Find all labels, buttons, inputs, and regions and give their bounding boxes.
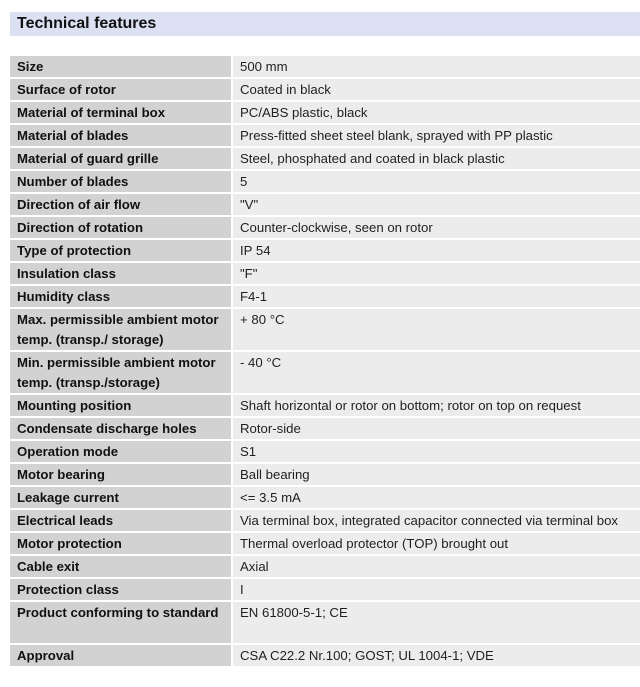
row-label: Material of terminal box xyxy=(10,102,233,123)
table-row xyxy=(10,79,640,100)
row-value: Ball bearing xyxy=(233,464,640,485)
row-label: Motor protection xyxy=(10,533,233,554)
row-value: "F" xyxy=(233,263,640,284)
table-row xyxy=(10,441,640,462)
row-label: Leakage current xyxy=(10,487,233,508)
row-label: Mounting position xyxy=(10,395,233,416)
row-label: Operation mode xyxy=(10,441,233,462)
table-row xyxy=(10,602,640,643)
row-value: EN 61800-5-1; CE xyxy=(233,602,640,643)
table-row xyxy=(10,194,640,215)
section-header xyxy=(10,12,640,36)
table-row xyxy=(10,645,640,666)
row-label: Electrical leads xyxy=(10,510,233,531)
row-value: Rotor-side xyxy=(233,418,640,439)
row-label: Cable exit xyxy=(10,556,233,577)
row-value: PC/ABS plastic, black xyxy=(233,102,640,123)
row-value: Press-fitted sheet steel blank, sprayed with PP plastic xyxy=(233,125,640,146)
row-label: Max. permissible ambient motor temp. (transp./ storage) xyxy=(10,309,233,350)
table-row xyxy=(10,418,640,439)
table-row xyxy=(10,579,640,600)
section-title: Technical features xyxy=(17,15,157,32)
row-label: Protection class xyxy=(10,579,233,600)
table-row xyxy=(10,171,640,192)
table-row xyxy=(10,56,640,77)
row-value: Thermal overload protector (TOP) brought out xyxy=(233,533,640,554)
row-label: Size xyxy=(10,56,233,77)
row-label: Product conforming to standard xyxy=(10,602,233,643)
row-value: + 80 °C xyxy=(233,309,640,350)
table-row xyxy=(10,240,640,261)
row-label: Direction of air flow xyxy=(10,194,233,215)
row-value: 500 mm xyxy=(233,56,640,77)
row-label: Min. permissible ambient motor temp. (transp./storage) xyxy=(10,352,233,393)
row-value: F4-1 xyxy=(233,286,640,307)
row-value: 5 xyxy=(233,171,640,192)
row-label: Humidity class xyxy=(10,286,233,307)
row-label: Type of protection xyxy=(10,240,233,261)
table-row xyxy=(10,148,640,169)
row-value: IP 54 xyxy=(233,240,640,261)
row-value: Coated in black xyxy=(233,79,640,100)
row-value: <= 3.5 mA xyxy=(233,487,640,508)
row-value: CSA C22.2 Nr.100; GOST; UL 1004-1; VDE xyxy=(233,645,640,666)
table-row xyxy=(10,102,640,123)
table-row xyxy=(10,395,640,416)
row-label: Material of blades xyxy=(10,125,233,146)
row-label: Material of guard grille xyxy=(10,148,233,169)
row-label: Motor bearing xyxy=(10,464,233,485)
table-row xyxy=(10,286,640,307)
table-row xyxy=(10,309,640,350)
row-label: Number of blades xyxy=(10,171,233,192)
row-value: Steel, phosphated and coated in black plastic xyxy=(233,148,640,169)
table-row xyxy=(10,510,640,531)
row-value: Shaft horizontal or rotor on bottom; rotor on top on request xyxy=(233,395,640,416)
row-label: Insulation class xyxy=(10,263,233,284)
row-label: Direction of rotation xyxy=(10,217,233,238)
row-value: - 40 °C xyxy=(233,352,640,393)
table-row xyxy=(10,533,640,554)
row-label: Surface of rotor xyxy=(10,79,233,100)
table-row xyxy=(10,487,640,508)
row-value: I xyxy=(233,579,640,600)
table-row xyxy=(10,217,640,238)
table-row xyxy=(10,125,640,146)
row-value: Via terminal box, integrated capacitor connected via terminal box xyxy=(233,510,640,531)
table-row xyxy=(10,352,640,393)
technical-features-table xyxy=(10,54,640,668)
row-value: Counter-clockwise, seen on rotor xyxy=(233,217,640,238)
row-label: Approval xyxy=(10,645,233,666)
row-label: Condensate discharge holes xyxy=(10,418,233,439)
table-row xyxy=(10,263,640,284)
table-row xyxy=(10,464,640,485)
row-value: Axial xyxy=(233,556,640,577)
row-value: S1 xyxy=(233,441,640,462)
row-value: "V" xyxy=(233,194,640,215)
table-row xyxy=(10,556,640,577)
